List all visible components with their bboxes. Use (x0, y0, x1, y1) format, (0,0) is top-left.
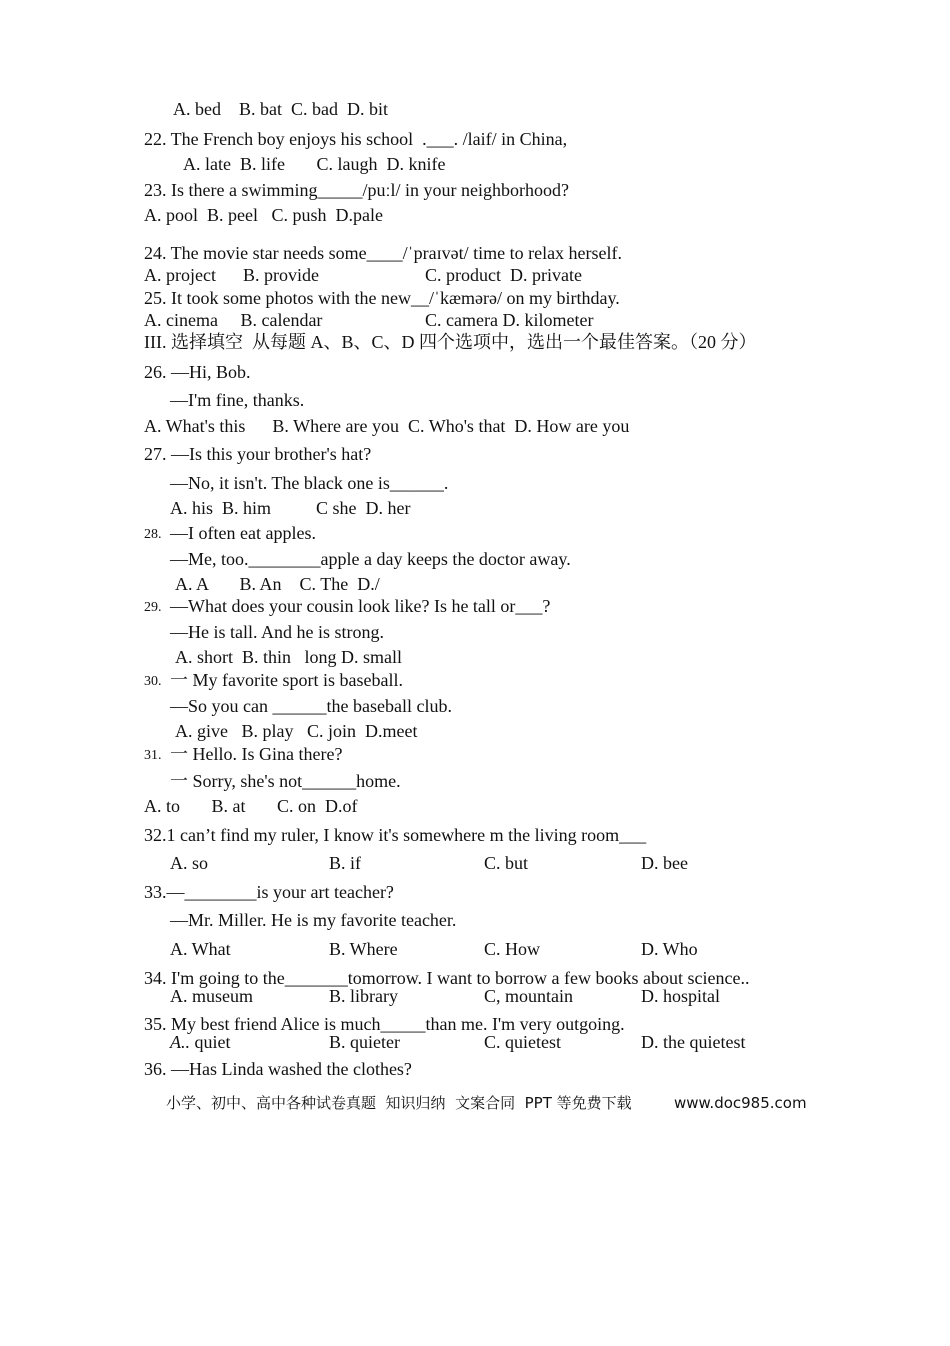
q28-stem: —I often eat apples. (170, 523, 316, 543)
q34-option-c: C, mountain (484, 986, 573, 1006)
section-iii-heading: III. 选择填空 从每题 A、B、C、D 四个选项中，选出一个最佳答案。（20 分） (144, 332, 757, 352)
q32-option-a: A. so (170, 853, 209, 873)
q33-stem: 33.—________is your art teacher? (144, 882, 394, 902)
q30-number: 30. (144, 674, 162, 689)
q26-options: A. What's this B. Where are you C. Who's that D. How are you (144, 416, 630, 436)
q32-option-b: B. if (329, 853, 362, 873)
q35-option-a-text: quiet (190, 1032, 231, 1052)
q31-number: 31. (144, 748, 162, 763)
q24-options-ab: A. project B. provide (144, 265, 319, 285)
q31-stem: 一 Hello. Is Gina there? (170, 744, 343, 764)
q33-option-b: B. Where (329, 939, 398, 959)
q29-number: 29. (144, 600, 162, 615)
q35-option-c: C. quietest (484, 1032, 561, 1052)
q34-option-b: B. library (329, 986, 398, 1006)
q34-option-d: D. hospital (641, 986, 720, 1006)
footer-website: www.doc985.com (674, 1094, 807, 1112)
q28-options: A. A B. An C. The D./ (175, 574, 380, 594)
q33-option-d: D. Who (641, 939, 698, 959)
q26-stem: 26. —Hi, Bob. (144, 362, 251, 382)
q35-option-d: D. the quietest (641, 1032, 746, 1052)
q34-option-a: A. museum (170, 986, 253, 1006)
q29-options: A. short B. thin long D. small (175, 647, 403, 667)
q32-option-d: D. bee (641, 853, 688, 873)
q23-options: A. pool B. peel C. push D.pale (144, 205, 383, 225)
q29-reply: —He is tall. And he is strong. (170, 622, 384, 642)
q33-option-a: A. What (170, 939, 231, 959)
q21-options: A. bed B. bat C. bad D. bit (173, 99, 388, 119)
q25-options-cd: C. camera D. kilometer (425, 310, 594, 330)
q23-stem: 23. Is there a swimming_____/puːl/ in your neighborhood? (144, 180, 569, 200)
q30-reply: —So you can ______the baseball club. (170, 696, 452, 716)
q27-stem: 27. —Is this your brother's hat? (144, 444, 372, 464)
q32-stem: 32.1 can’t find my ruler, I know it's somewhere m the living room___ (144, 825, 647, 845)
q30-stem: 一 My favorite sport is baseball. (170, 670, 403, 690)
q25-stem: 25. It took some photos with the new__/ˈkæmərə/ on my birthday. (144, 288, 620, 308)
q26-reply: —I'm fine, thanks. (170, 390, 305, 410)
q22-options: A. late B. life C. laugh D. knife (183, 154, 446, 174)
q33-reply: —Mr. Miller. He is my favorite teacher. (170, 910, 457, 930)
q24-options-cd: C. product D. private (425, 265, 582, 285)
footer-text: 小学、初中、高中各种试卷真题 知识归纳 文案合同 PPT 等免费下载 (166, 1094, 632, 1112)
q25-options-ab: A. cinema B. calendar (144, 310, 323, 330)
q27-reply: —No, it isn't. The black one is______. (170, 473, 449, 493)
q31-options: A. to B. at C. on D.of (144, 796, 358, 816)
q34-stem: 34. I'm going to the_______tomorrow. I want to borrow a few books about science.. (144, 968, 750, 988)
q31-reply: 一 Sorry, she's not______home. (170, 771, 401, 791)
q36-stem: 36. —Has Linda washed the clothes? (144, 1059, 412, 1079)
q35-stem: 35. My best friend Alice is much_____than me. I'm very outgoing. (144, 1014, 625, 1034)
q35-option-b: B. quieter (329, 1032, 400, 1052)
q29-stem: —What does your cousin look like? Is he tall or___? (170, 596, 551, 616)
q30-options: A. give B. play C. join D.meet (175, 721, 418, 741)
q28-number: 28. (144, 527, 162, 542)
q32-option-c: C. but (484, 853, 529, 873)
q24-stem: 24. The movie star needs some____/ˈpraɪvət/ time to relax herself. (144, 243, 623, 263)
q28-reply: —Me, too.________apple a day keeps the doctor away. (170, 549, 571, 569)
q33-option-c: C. How (484, 939, 541, 959)
q22-stem: 22. The French boy enjoys his school .___. /laif/ in China, (144, 129, 568, 149)
q27-options: A. his B. him C she D. her (170, 498, 411, 518)
q35-option-a-label: A.. (170, 1032, 190, 1052)
